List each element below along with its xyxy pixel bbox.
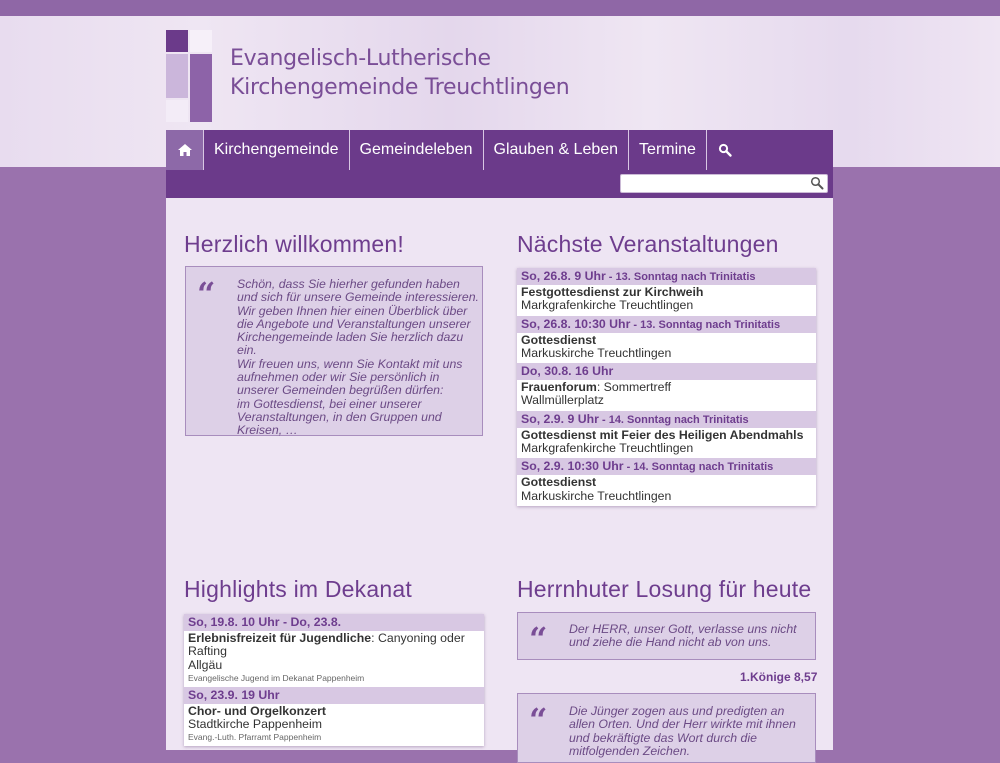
welcome-para2: Wir freuen uns, wenn Sie Kontakt mit uns aufnehmen oder wir Sie persönlich in unserer Gemeinden begrüßen dürfen: [237,356,463,398]
welcome-quote-box [185,266,483,436]
quote-mark-icon: “ [197,275,216,313]
highlight-item[interactable]: So, 19.8. 10 Uhr - Do, 23.8. Erlebnisfreizeit für Jugendliche: Canyoning oder Rafting Allgäu Evangelische Jugend im Dekanat Pappenheim [184,614,484,687]
highlights-heading: Highlights im Dekanat [184,576,412,602]
event-date: So, 2.9. 9 Uhr - 14. Sonntag nach Trinitatis [517,411,816,428]
event-title: Frauenforum [521,380,597,395]
event-title: Gottesdienst mit Feier des Heiligen Abendmahls [521,427,804,442]
event-date: Do, 30.8. 16 Uhr [517,363,816,380]
highlight-date: So, 23.9. 19 Uhr [184,687,484,704]
highlight-place: Allgäu [188,657,223,672]
event-place: Markuskirche Treuchtlingen [521,488,672,503]
welcome-text [237,278,479,438]
highlight-organizer: Evangelische Jugend im Dekanat Pappenheim [188,672,365,683]
site-title-line2: Kirchengemeinde Treuchtlingen [230,75,570,100]
nav-search-button[interactable] [707,130,743,170]
nav-item-termine[interactable]: Termine [629,130,707,170]
nav-item-glauben-leben[interactable]: Glauben & Leben [484,130,630,170]
losung-quote-box [517,612,816,660]
event-date: So, 2.9. 10:30 Uhr - 14. Sonntag nach Trinitatis [517,458,816,475]
event-item[interactable] [517,316,816,364]
search-icon [718,143,732,157]
event-item[interactable] [517,411,816,459]
losung-verse1: Der HERR, unser Gott, verlasse uns nicht und ziehe die Hand nicht ab von uns. [569,622,797,650]
lehrtext-quote-box [517,693,816,763]
events-list [517,268,816,506]
site-title-line1: Evangelisch-Lutherische [230,46,491,71]
losung-verse2: Die Jünger zogen aus und predigten an allen Orten. Und der Herr wirkte mit ihnen und bekräftigte das Wort durch die mitfolgenden Zeichen. [569,704,796,758]
highlight-date: So, 19.8. 10 Uhr - Do, 23.8. [184,614,484,631]
quote-mark-icon: “ [529,701,548,739]
event-item[interactable] [517,268,816,316]
event-place: Markuskirche Treuchtlingen [521,345,672,360]
highlight-title: Erlebnisfreizeit für Jugendliche [188,631,372,645]
highlight-place: Stadtkirche Pappenheim [188,717,322,732]
site-title[interactable] [230,44,569,102]
church-logo[interactable] [166,30,214,122]
event-item[interactable] [517,458,816,506]
nav-item-kirchengemeinde[interactable]: Kirchengemeinde [204,130,350,170]
events-heading: Nächste Veranstaltungen [517,231,779,257]
welcome-heading: Herzlich willkommen! [184,231,404,257]
search-bar [166,170,833,198]
losung-reference: 1.Könige 8,57 [740,670,818,684]
event-place: Wallmüllerplatz [521,393,604,408]
highlight-title: Chor- und Orgelkonzert [188,703,326,718]
highlight-item[interactable] [184,687,484,747]
event-place: Markgrafenkirche Treuchtlingen [521,298,694,313]
event-title: Gottesdienst [521,475,597,490]
event-date: So, 26.8. 10:30 Uhr - 13. Sonntag nach Trinitatis [517,316,816,333]
home-icon [177,143,193,157]
event-title: Gottesdienst [521,332,597,347]
search-input[interactable] [620,174,828,193]
search-submit-button[interactable] [810,176,826,192]
highlight-organizer: Evang.-Luth. Pfarramt Pappenheim [188,732,322,743]
nav-item-gemeindeleben[interactable]: Gemeindeleben [350,130,484,170]
losung-heading: Herrnhuter Losung für heute [517,576,812,602]
event-item[interactable]: Do, 30.8. 16 Uhr Frauenforum: Sommertreff Wallmüllerplatz [517,363,816,411]
welcome-para3: im Gottesdienst, bei einer unserer Veranstaltungen, in den Gruppen und Kreisen, … [237,396,442,438]
event-date: So, 26.8. 9 Uhr - 13. Sonntag nach Trinitatis [517,268,816,285]
event-title: Festgottesdienst zur Kirchweih [521,285,704,299]
quote-mark-icon: “ [529,620,548,658]
magnifier-icon [810,176,824,190]
top-strip [0,0,1000,16]
highlights-list [184,614,484,746]
nav-home-button[interactable] [166,130,204,170]
main-nav [166,130,833,170]
event-place: Markgrafenkirche Treuchtlingen [521,441,694,456]
welcome-para1: Schön, dass Sie hierher gefunden haben und sich für unsere Gemeinde interessieren. Wir geben Ihnen hier einen Überblick über die Angebote und Veranstaltungen unserer Kirchengemeinde laden Sie herzlich dazu ein. [237,277,479,358]
